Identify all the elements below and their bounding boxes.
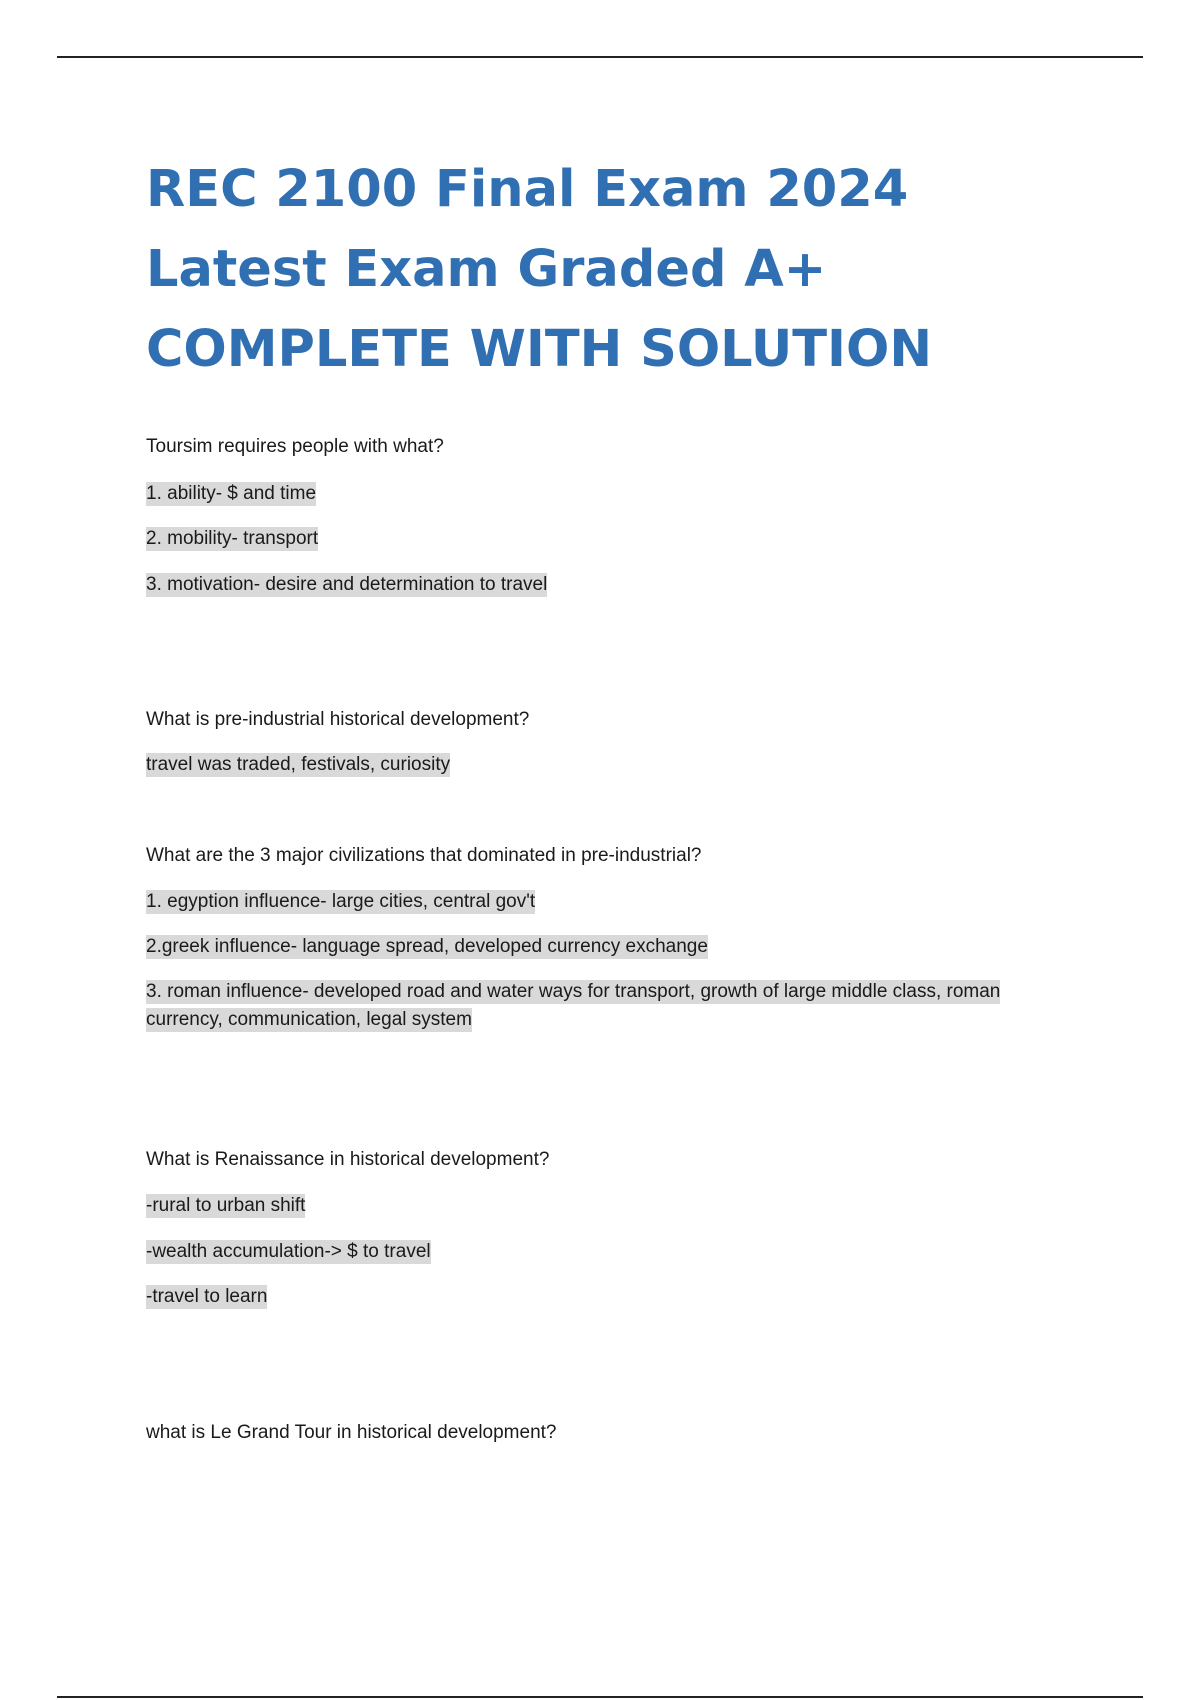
question-1: Toursim requires people with what? (146, 436, 444, 457)
bottom-rule (57, 1696, 1143, 1698)
question-2: What is pre-industrial historical development? (146, 709, 530, 730)
answer-3-2: 2.greek influence- language spread, developed currency exchange (146, 936, 708, 957)
answer-3-3: 3. roman influence- developed road and water ways for transport, growth of large middle class, roman currency, communication, legal system (146, 981, 1001, 1030)
answer-4-3: -travel to learn (146, 1286, 268, 1307)
question-5: what is Le Grand Tour in historical development? (146, 1422, 557, 1443)
answer-4-2: -wealth accumulation-> $ to travel (146, 1241, 431, 1262)
top-rule (57, 56, 1143, 58)
answer-1-2: 2. mobility- transport (146, 528, 319, 549)
answer-4-1: -rural to urban shift (146, 1195, 306, 1216)
question-4: What is Renaissance in historical development? (146, 1149, 550, 1170)
answer-2-1: travel was traded, festivals, curiosity (146, 754, 451, 775)
answer-1-3: 3. motivation- desire and determination to travel (146, 574, 548, 595)
title-line-1: REC 2100 Final Exam 2024 (146, 160, 909, 219)
title-line-2: Latest Exam Graded A+ (146, 240, 827, 299)
document-title (146, 150, 1146, 390)
answer-3-1: 1. egyption influence- large cities, central gov't (146, 891, 536, 912)
answer-1-1: 1. ability- $ and time (146, 483, 317, 504)
title-line-3: COMPLETE WITH SOLUTION (146, 320, 933, 379)
question-3: What are the 3 major civilizations that dominated in pre-industrial? (146, 845, 702, 866)
